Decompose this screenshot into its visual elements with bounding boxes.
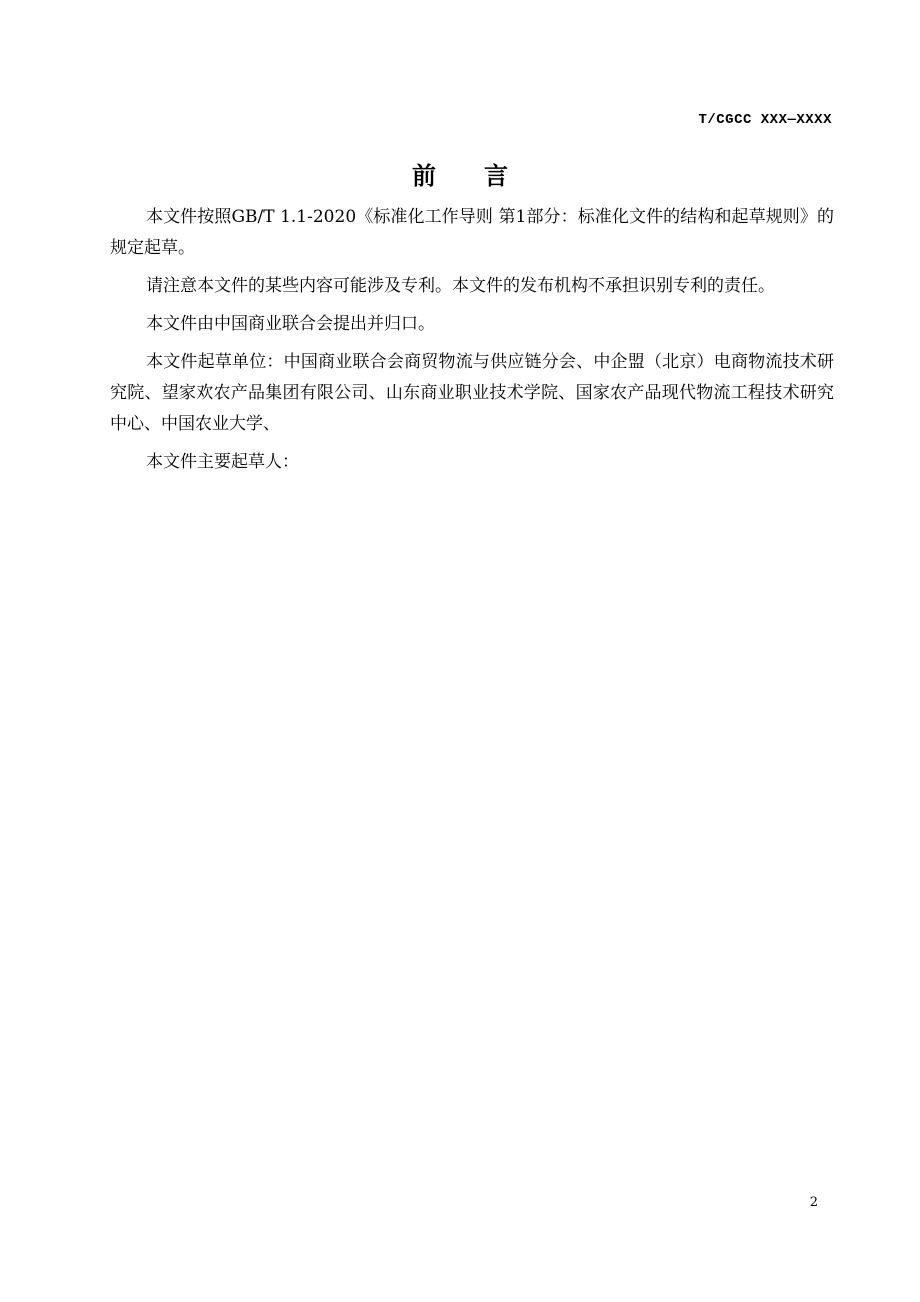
paragraph-main-drafters: 本文件主要起草人： [146, 452, 299, 472]
page-number: 2 [809, 1195, 818, 1210]
foreword-body [110, 202, 834, 485]
paragraph-proposer: 本文件由中国商业联合会提出并归口。 [146, 314, 435, 334]
paragraph-patent-notice: 请注意本文件的某些内容可能涉及专利。本文件的发布机构不承担识别专利的责任。 [146, 276, 775, 296]
document-id: T/CGCC XXX—XXXX [698, 112, 832, 128]
paragraph-drafting-basis: 本文件按照GB/T 1.1-2020《标准化工作导则 第1部分：标准化文件的结构和起草规则》的规定起草。 [110, 207, 834, 258]
paragraph-drafting-units: 本文件起草单位：中国商业联合会商贸物流与供应链分会、中企盟（北京）电商物流技术研究院、望家欢农产品集团有限公司、山东商业职业技术学院、国家农产品现代物流工程技术研究中心、中国农业大学、 [110, 352, 834, 434]
page-title: 前言 [412, 162, 556, 190]
